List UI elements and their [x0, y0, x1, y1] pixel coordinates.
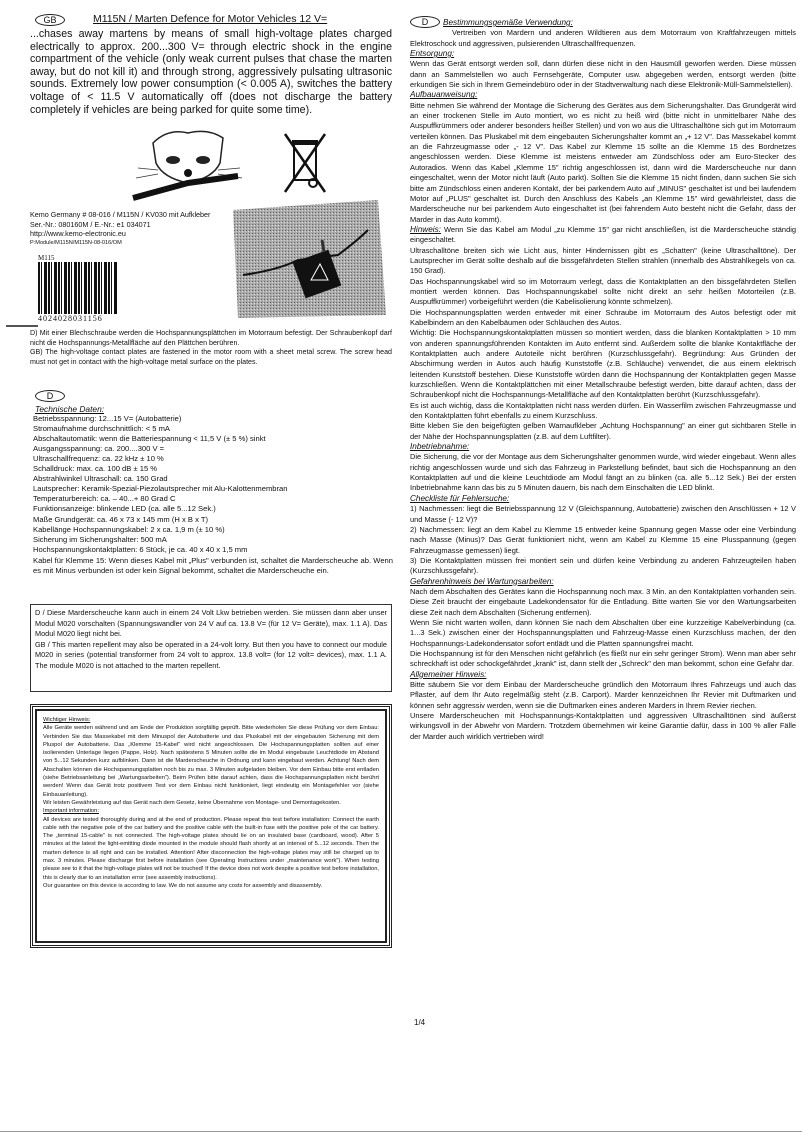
spec-line: Hochspannungskontaktplatten: 6 Stück, je ca. 40 x 40 x 1,5 mm	[33, 544, 248, 554]
website-url: http://www.kemo-electronic.eu	[30, 229, 126, 239]
hint-label: Hinweis:	[410, 224, 441, 234]
technical-data	[33, 404, 393, 576]
product-title: M115N / Marten Defence for Motor Vehicles 12 V=	[93, 13, 328, 25]
danger-paragraph: Nach dem Abschalten des Gerätes kann die Hochspannung noch max. 3 Min. an den Kontaktplatten vorhanden sein. Diese Zeit braucht der eingebaute Ladekondensator für die Entladung. Bitte warten Sie vor den Wartungsarbeiten diese Zeit nach dem Abschalten (Sicherung entfernen).	[410, 586, 796, 617]
intro-paragraph: ...chases away martens by means of small high-voltage plates charged electrically to approx. 200...300 V= through electric shock in the engine compartment of the vehicle (only weak current pulses that chase the marten away, but do not kill it) and through strong, aggressively pulsating ultrasonic sounds. Extremely low power consumption (< 0.005 A), switches the battery voltage of < 11.5 V automatically off (does not discharge the battery completely if vehicles are being parked for quite some time).	[30, 28, 392, 116]
general-paragraph: Bitte säubern Sie vor dem Einbau der Marderscheuche gründlich den Motorraum Ihres Fahrzeugs und auch das Pflaster, auf dem Ihr Auto regelmäßig steht (z.B. Carport). Marder kennzeichnen Ihr Revier mit Duftmarken und können sehr aggressiv werden, wenn sie die Duftmarken eines anderen Marders in Ihrem Revier riechen.	[410, 680, 796, 710]
spec-line: Kabellänge Hochspannungskabel: 2 x ca. 1,9 m (± 10 %)	[33, 524, 225, 534]
general-paragraph: Unsere Marderscheuchen mit Hochspannungs-Kontaktplatten und aggressiven Ultraschalltönen sind äußerst wirkungsvoll in der Abwehr von Mardern. Trotzdem übernehmen wir keine Garantie dafür, dass in 100 % aller Fälle der Marder auch wirklich vertrieben wird!	[410, 711, 796, 741]
danger-heading: Gefahrenhinweis bei Wartungsarbeiten:	[410, 576, 554, 586]
product-info	[30, 210, 210, 248]
assembly-paragraph: Bitte kleben Sie den beigefügten gelben Warnaufkleber „Achtung Hochspannung" an einer gut sichtbaren Stelle in der Nähe der Hochspannungsplatten (z.B. auf dem Luftfilter).	[410, 421, 796, 441]
spec-line: Ausgangsspannung: ca. 200....300 V =	[33, 444, 165, 454]
assembly-paragraph: Es ist auch wichtig, dass die Kontaktplatten nicht nass werden dürfen. Ein Wasserfilm zwischen Fahrzeugmasse und den Kontaktplatten führt ebenfalls zu einem Kurzschluss.	[410, 400, 796, 421]
hint-paragraph	[410, 225, 796, 246]
notice-heading-en: Important information:	[43, 808, 99, 815]
spec-line: Funktionsanzeige: blinkende LED (ca. alle 5...12 Sek.)	[33, 504, 216, 514]
disposal-text: Wenn das Gerät entsorgt werden soll, dann dürfen diese nicht in den Hausmüll geworfen werden. Diese müssen dann an Sammelstellen wo auch Fernsehgeräte, Computer usw. abgegeben werden, entsorgt werden (bitte erkundigen Sie sich in Ihrem Gemeindebüro oder in der Stadtverwaltung nach diese Elektronik-Müll-Sammelstellen).	[410, 59, 796, 90]
notice-heading-de: Wichtiger Hinweis:	[43, 717, 91, 723]
spec-line: Abstrahlwinkel Ultraschall: ca. 150 Grad	[33, 474, 168, 484]
barcode-label: M115	[38, 254, 55, 262]
danger-paragraph: Die Hochspannung ist für den Menschen nicht gefährlich (es fließt nur ein sehr geringer Strom). Wenn man aber sehr schreckhaft ist oder schockgefährdet „krank" ist, dann stellt der „Schreck" den man bekommt, schon eine Gefahr dar.	[410, 648, 796, 669]
file-path: P:Module/M115N/M115N-08-016/OM	[30, 239, 122, 246]
page-number: 1/4	[414, 1018, 426, 1027]
spec-line: Schalldruck: max. ca. 100 dB ± 15 %	[33, 464, 158, 474]
spec-line: Lautsprecher: Keramik-Spezial-Piezolautsprecher mit Alu-Kalottenmembran	[33, 484, 288, 494]
spec-line: Betriebsspannung: 12...15 V= (Autobatterie)	[33, 414, 182, 424]
general-heading: Allgemeiner Hinweis:	[410, 669, 487, 679]
mounting-note	[30, 329, 392, 367]
spec-line: Sicherung im Sicherungshalter: 500 mA	[33, 534, 167, 544]
hint-text: Wenn Sie das Kabel am Modul „zu Klemme 15" gar nicht anschließen, ist die Marderscheuche ständig eingeschaltet.	[410, 224, 796, 245]
spec-line: Ultraschallfrequenz: ca. 22 kHz ± 10 %	[33, 454, 164, 464]
warranty-en: Our guarantee on this device is according to law. We do not assume any costs for assembly and disassembly.	[43, 882, 323, 889]
divider	[6, 325, 38, 327]
language-badge-d: D	[410, 16, 440, 28]
spec-line: Temperaturbereich: ca. – 40...+ 80 Grad C	[33, 494, 176, 504]
assembly-text: Bitte nehmen Sie während der Montage die Sicherung des Gerätes aus dem Sicherungshalter. Das Grundgerät wird an einer trockenen Stelle im Auto montiert, wo es nicht zu heiß wird (bitte nicht in unmittelbarer Nähe des Auspuffkrümmers oder anderer besonders heißer Stellen) und von wo aus die Ultraschalltöne sich gut im Motorraum verteilen können. Das Pluskabel mit dem eingebauten Sicherungshalter kommt an „+ 12 V". Das Massekabel kommt an die Fahrzeugmasse oder „- 12 V". Das Kabel zur Klemme 15 sollte an die Klemme 15 des Bordnetzes angeschlossen werden. Diese Klemme ist meistens entweder am Zündschloss oder am Euro-Stecker des Autoradios. Wenn das Kabel „Klemme 15" richtig angeschlossen ist, dann wird die Marderscheuche nur dann eingeschaltet, wenn der Motor nicht läuft (Auto parkt). Sollten Sie die Klemme 15 nicht finden, dann suchen Sie sich bitte am Zündschloss einen anderen Kontakt, der bei parkendem Auto auf „MINUS" geschaltet ist und bei laufendem Motor auf „PLUS" geschaltet ist. Durch den Anschluss des Kabels „an Klemme 15" wird gewährleistet, dass die Marderscheuche nur bei parkendem Auto eingeschaltet ist (bei fahrendem Auto besteht nicht die Gefahr, dass der Marder in das Auto kommt).	[410, 100, 796, 224]
marten-illustration	[128, 128, 248, 203]
lorry-note-box	[30, 604, 392, 692]
assembly-paragraph: Die Hochspannungsplatten werden entweder mit einer Schraube im Motorraum des Autos befestigt oder mit Kabelbindern an den Kabelbäumen oder Schläuchen des Autos.	[410, 307, 796, 327]
notice-text-en: All devices are tested thoroughly during and at the end of production. Please repeat this test before installation: Connect the earth cable with the negative pole of the car battery and the positive cable with the built-in fuse with the positive pole of the car battery. The „terminal 15-cable" is not connected. The high-voltage plates should lie on an insulated base (cardboard, wood). After 5 minutes at the latest the light-emitting diode mounted in the module should flash shortly at an interval of 5...12 seconds. Then the marten defence is all right and can be installed. Attention! After disconnection the high-voltage plates may still be charged up to max. 3 minutes. Please discharge first before installation (see Operating Instructions under „maintenance work"). When testing please see to it that the high-voltage plates will not be touched! If the device does not work despite a positive test before installation, this is clearly due to an installation error (see assembly instructions).	[43, 816, 379, 881]
intended-use-text: Vertreiben von Mardern und anderen Wildtieren aus dem Motorraum von Kraftfahrzeugen mittels Elektroschock und aggressiven, pulsierenden Ultraschallfrequenzen.	[410, 28, 796, 48]
mounting-note-de: D) Mit einer Blechschraube werden die Hochspannungsplättchen im Motorraum befestigt. Der Schraubenkopf darf nicht die Hochspannungs-Metallfläche auf den Plättchen berühren.	[30, 329, 392, 347]
disposal-heading: Entsorgung:	[410, 49, 455, 59]
spec-terminal-15: Kabel für Klemme 15: Wenn dieses Kabel mit „Plus" verbunden ist, schaltet die Marderscheuche ab. Wenn es mit Minus verbunden ist oder kein Signal bekommt, schaltet die Marderscheuche ein.	[33, 555, 393, 575]
mounting-note-gb: GB) The high-voltage contact plates are fastened in the motor room with a sheet metal screw. The screw head must not get in contact with the high-voltage metal surface on the plates.	[30, 348, 392, 366]
weee-crossed-bin-icon	[283, 132, 327, 194]
page-bottom-rule	[0, 1131, 802, 1132]
spec-line: Abschaltautomatik: wenn die Batteriespannung < 11,5 V (± 5 %) sinkt	[33, 434, 266, 444]
assembly-paragraph: Ultraschalltöne breiten sich wie Licht aus, hinter Hindernissen gibt es „Schatten" (keine Ultraschalltöne). Der Lautsprecher im Gerät sollte deshalb auf die bissgefährdeten Stellen strahlen (innerhalb des Abstrahlkegels von ca. 150 Grad).	[410, 245, 796, 276]
danger-paragraph: Wenn Sie nicht warten wollen, dann können Sie nach dem Abschalten über eine kurzzeitige Kabelverbindung (ca. 1...3 Sek.) zwischen einer der Hochspannungsplatten und Fahrzeug-Masse einen Kurzschluss machen, der den Hochspannungs-Ladekondensator sofort entlädt und die Platten spannungsfrei macht.	[410, 617, 796, 648]
notice-text-de: Alle Geräte werden während und am Ende der Produktion sorgfältig geprüft. Bitte wiederholen Sie diese Prüfung vor dem Einbau: Verbinden Sie das Massekabel mit dem Minuspol der Autobatterie und das Pluskabel mit der eingebauten Sicherung mit dem Pluspol der Autobatterie. Das „Klemme 15-Kabel" wird nicht angeschlossen. Die Hochspannungsplatten sollten auf einer isolierenden Unterlage liegen (Pappe, Holz). Nach spätestens 5 Minuten sollte die im Modul eingebaute Leuchtdiode im Abstand von 5...12 Sekunden kurz aufblinken. Dann ist die Marderscheuche in Ordnung und kann eingebaut werden. Achtung! Nach dem Abschalten können die Hochspannungsplatten noch bis zu max. 3 Minuten aufgeladen bleiben. Vor dem Einbau bitte erst entladen (siehe Betriebsanleitung bei „Wartungsarbeiten"). Beim Prüfen bitte darauf achten, dass die Hochspannungsplatten nicht berührt werden! Wenn das Gerät trotz positivem Test vor dem Einbau nicht funktioniert, liegt eindeutig ein Montagefehler vor (siehe Einbauanleitung).	[43, 725, 379, 798]
important-notice-box	[30, 704, 392, 948]
lorry-note-gb: GB / This marten repellent may also be operated in a 24-volt lorry. But then you have to connect our module M020 in series (potential transformer from 24 volt to approx. 13.8 volt= (for 12 volt= devices), max. 1.1 A. The module M020 is not attached to the marten repellent.	[35, 639, 387, 670]
checklist-heading: Checkliste für Fehlersuche:	[410, 493, 510, 503]
article-number: Kemo Germany # 08-016 / M115N / KV030 mit Aufkleber	[30, 210, 211, 219]
language-badge-gb: GB	[35, 14, 65, 26]
startup-text: Die Sicherung, die vor der Montage aus dem Sicherungshalter genommen wurde, wird wieder eingebaut. Wenn alles richtig angeschlossen wurde und sich das Fahrzeug in Parkstellung befindet, baut sich die Hochspannung an den Kontaktplatten auf und die kleine Leuchtdiode am Modul fängt an zu blinken (ca. alle 5...12 Sek.) Bei der ersten Inbetriebnahme kann das bis zu 5 Minuten dauern, bis nach dem Einschalten die LED blinkt.	[410, 452, 796, 493]
intended-use-heading: Bestimmungsgemäße Verwendung:	[443, 18, 573, 27]
instructions-column	[410, 16, 796, 742]
technical-data-heading: Technische Daten:	[35, 404, 105, 414]
barcode-number: 4024028031156	[38, 314, 103, 323]
checklist-item: 3) Die Kontaktplatten müssen frei montiert sein und dürfen keine Verbindung zu anderen Fahrzeugteilen haben (Kurzschlussgefahr).	[410, 555, 796, 576]
barcode-bars	[38, 262, 118, 314]
assembly-paragraph: Das Hochspannungskabel wird so im Motorraum verlegt, dass die Kontaktplatten an den bissgefährdeten Stellen montiert werden können. Das Hochspannungskabel sollte nicht direkt an sehr heißen Motorteilen (z.B. Auspuffkrümmer) vorbeigeführt werden (die Kabelisolierung könnte schmelzen).	[410, 276, 796, 307]
lorry-note-de: D / Diese Marderscheuche kann auch in einem 24 Volt Lkw betrieben werden. Sie müssen dann aber unser Modul M020 vorschalten (Spannungswandler von 24 V auf ca. 13.8 V= (für 12 V= Geräte), max. 1.1 A). Das Modul M020 liegt nicht bei.	[35, 608, 387, 639]
serial-number: Ser.-Nr.: 080160M / E.-Nr.: e1 034071	[30, 219, 151, 229]
spec-line: Stromaufnahme durchschnittlich: < 5 mA	[33, 424, 170, 434]
assembly-paragraph: Wichtig: Die Hochspannungskontaktplatten müssen so montiert werden, dass die blanken Kontaktplatten > 10 mm von anderen spannungsführenden Kontakten im Auto entfernt sind. Außerdem sollte die blanke Kontaktfläche der Kontaktplatten auch andere Autoteile nicht berühren (Kurzschlussgefahr). Begründung: Aus Gründen der Abschirmung werden in Autos auch häufig Kunststoffe (z.B. Schläuche) verwendet, die aus einem elektrisch leitenden Kunststoff bestehen. Diese Kunststoffe würden dann die Hochspannung der Kontaktplatten gegen Masse kurzschließen. Wenn die Kontaktplättchen mit einer Metallschraube befestigt werden, bitte darauf achten, dass der Schraubenkopf nicht die Hochspannungs-Metallfläche auf den Kontaktplatten berührt (Kurzschlussgefahr).	[410, 328, 796, 400]
startup-heading: Inbetriebnahme:	[410, 442, 470, 452]
checklist-item: 2) Nachmessen: liegt an dem Kabel zu Klemme 15 entweder keine Spannung gegen Masse oder eine Verbindung nach Masse (Minus)? Das Gerät funktioniert nicht, wenn am Kabel zu Klemme 15 eine Plusspannung (gegen Fahrzeugmasse gemessen) liegt.	[410, 524, 796, 555]
warranty-de: Wir leisten Gewährleistung auf das Gerät nach dem Gesetz, keine Übernahme von Montage- und Demontagekosten.	[43, 799, 341, 806]
checklist-item: 1) Nachmessen: liegt die Betriebsspannung 12 V (Gleichspannung, Autobatterie) zwischen den Anschlüssen + 12 V und Masse (- 12 V)?	[410, 504, 796, 524]
spec-line: Maße Grundgerät: ca. 46 x 73 x 145 mm (H x B x T)	[33, 514, 209, 524]
barcode	[38, 254, 118, 323]
language-badge-d: D	[35, 390, 65, 402]
mounting-photo	[228, 200, 392, 320]
assembly-heading: Aufbauanweisung:	[410, 90, 478, 100]
